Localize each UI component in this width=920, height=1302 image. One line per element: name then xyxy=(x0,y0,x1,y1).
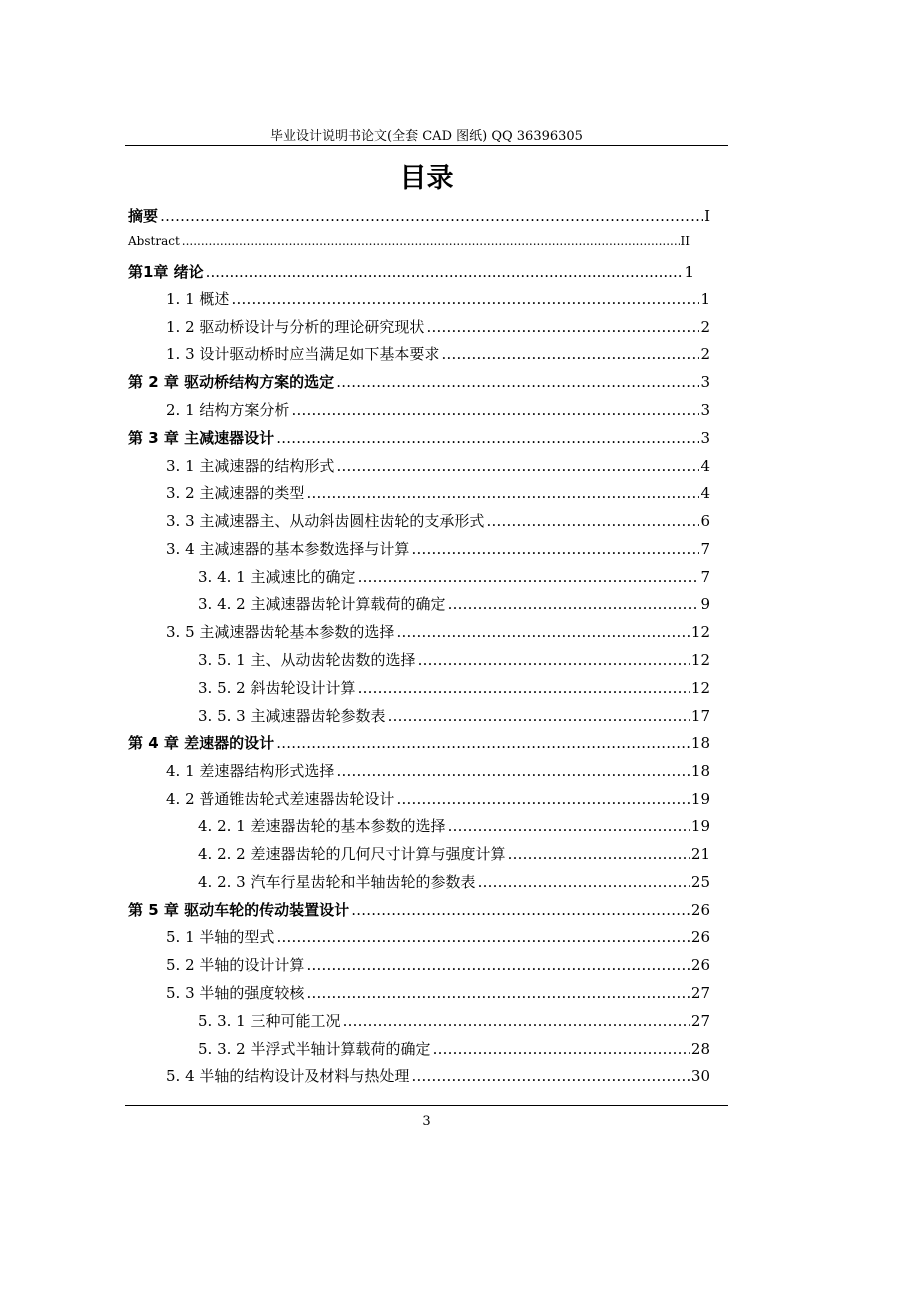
toc-entry-page: 25 xyxy=(690,873,710,891)
toc-entry[interactable] xyxy=(166,621,710,641)
toc-leader-dots xyxy=(306,956,690,974)
toc-leader-dots xyxy=(426,318,699,336)
toc-entry-label: 5. 3. 1 三种可能工况 xyxy=(198,1012,341,1030)
toc-entry-page: 28 xyxy=(690,1040,710,1058)
toc-entry-label: 1. 1 概述 xyxy=(166,290,230,308)
toc-entry-label: 3. 4. 2 主减速器齿轮计算载荷的确定 xyxy=(198,595,446,613)
toc-entry[interactable] xyxy=(198,815,710,835)
toc-leader-dots xyxy=(306,484,699,502)
toc-entry-label: 第1章 绪论 xyxy=(128,263,204,281)
toc-entry-label: 1. 3 设计驱动桥时应当满足如下基本要求 xyxy=(166,345,440,363)
toc-entry-page: II xyxy=(680,234,690,248)
toc-leader-dots xyxy=(336,762,690,780)
toc-entry-page: 26 xyxy=(690,956,710,974)
toc-entry-label: 5. 1 半轴的型式 xyxy=(166,928,275,946)
toc-entry-page: 1 xyxy=(700,290,710,308)
toc-leader-dots xyxy=(387,707,689,725)
toc-entry-page: 18 xyxy=(690,734,710,752)
toc-entry-label: 3. 5 主减速器齿轮基本参数的选择 xyxy=(166,623,395,641)
toc-entry[interactable] xyxy=(166,538,710,558)
toc-entry-page: 3 xyxy=(700,373,710,391)
toc-entry[interactable] xyxy=(198,677,710,697)
toc-entry[interactable] xyxy=(198,705,710,725)
running-header: 毕业设计说明书论文(全套 CAD 图纸) QQ 36396305 xyxy=(270,129,583,144)
toc-entry-label: 4. 2 普通锥齿轮式差速器齿轮设计 xyxy=(166,790,395,808)
toc-entry[interactable] xyxy=(198,843,710,863)
toc-leader-dots xyxy=(447,817,689,835)
toc-leader-dots xyxy=(160,207,703,225)
toc-leader-dots xyxy=(342,1012,689,1030)
toc-entry[interactable] xyxy=(166,455,710,475)
toc-leader-dots xyxy=(396,790,690,808)
toc-leader-dots xyxy=(396,623,690,641)
toc-leader-dots xyxy=(447,595,699,613)
page-number: 3 xyxy=(422,1114,431,1129)
toc-leader-dots xyxy=(351,901,690,919)
toc-entry-page: 19 xyxy=(690,790,710,808)
toc-entry-page: 3 xyxy=(700,401,710,419)
toc-entry[interactable] xyxy=(198,649,710,669)
toc-entry-label: 5. 4 半轴的结构设计及材料与热处理 xyxy=(166,1067,410,1085)
toc-entry[interactable] xyxy=(166,399,710,419)
toc-entry-page: 26 xyxy=(690,928,710,946)
toc-leader-dots xyxy=(291,401,699,419)
toc-entry-label: 4. 2. 3 汽车行星齿轮和半轴齿轮的参数表 xyxy=(198,873,476,891)
toc-entry-page: 4 xyxy=(700,484,710,502)
toc-entry[interactable] xyxy=(166,482,710,502)
toc-leader-dots xyxy=(276,928,690,946)
toc-entry-label: 3. 5. 2 斜齿轮设计计算 xyxy=(198,679,356,697)
toc-leader-dots xyxy=(411,1067,690,1085)
toc-entry[interactable] xyxy=(166,316,710,336)
toc-leader-dots xyxy=(477,873,689,891)
toc-entry-label: Abstract xyxy=(128,234,180,248)
toc-leader-dots xyxy=(276,734,690,752)
toc-entry-page: 21 xyxy=(690,845,710,863)
toc-entry-page: 4 xyxy=(700,457,710,475)
toc-entry-label: 3. 3 主减速器主、从动斜齿圆柱齿轮的支承形式 xyxy=(166,512,485,530)
toc-entry-label: 3. 5. 3 主减速器齿轮参数表 xyxy=(198,707,386,725)
footer-rule xyxy=(125,1105,728,1106)
toc-entry[interactable] xyxy=(166,954,710,974)
toc-entry-label: 3. 4 主减速器的基本参数选择与计算 xyxy=(166,540,410,558)
toc-leader-dots xyxy=(411,540,699,558)
toc-entry-label: 3. 4. 1 主减速比的确定 xyxy=(198,568,356,586)
toc-entry[interactable] xyxy=(128,205,710,225)
toc-leader-dots xyxy=(507,845,689,863)
toc-entry[interactable] xyxy=(166,788,710,808)
toc-entry-page: 27 xyxy=(690,1012,710,1030)
toc-entry[interactable] xyxy=(166,510,710,530)
toc-entry-label: 第 2 章 驱动桥结构方案的选定 xyxy=(128,373,335,391)
toc-entry-label: 第 5 章 驱动车轮的传动装置设计 xyxy=(128,901,350,919)
toc-entry[interactable] xyxy=(198,566,710,586)
toc-entry[interactable] xyxy=(198,1010,710,1030)
toc-entry[interactable] xyxy=(128,427,710,447)
toc-entry-label: 3. 2 主减速器的类型 xyxy=(166,484,305,502)
toc-entry-page: 2 xyxy=(700,318,710,336)
toc-entry-page: 12 xyxy=(690,623,710,641)
toc-entry-label: 第 4 章 差速器的设计 xyxy=(128,734,275,752)
toc-entry-page: 12 xyxy=(690,651,710,669)
toc-entry-page: I xyxy=(704,207,710,225)
toc-entry[interactable] xyxy=(128,732,710,752)
toc-entry-page: 1 xyxy=(684,263,694,281)
toc-entry-label: 5. 2 半轴的设计计算 xyxy=(166,956,305,974)
toc-entry-label: 5. 3. 2 半浮式半轴计算载荷的确定 xyxy=(198,1040,431,1058)
toc-entry-label: 3. 5. 1 主、从动齿轮齿数的选择 xyxy=(198,651,416,669)
toc-leader-dots xyxy=(357,568,699,586)
toc-entry-page: 27 xyxy=(690,984,710,1002)
toc-entry-label: 4. 1 差速器结构形式选择 xyxy=(166,762,335,780)
toc-leader-dots xyxy=(417,651,689,669)
toc-entry-page: 19 xyxy=(690,817,710,835)
toc-entry[interactable] xyxy=(166,1065,710,1085)
toc-entry[interactable] xyxy=(128,371,710,391)
toc-leader-dots xyxy=(182,234,680,248)
toc-entry-page: 18 xyxy=(690,762,710,780)
toc-entry[interactable] xyxy=(166,343,710,363)
toc-entry[interactable] xyxy=(166,982,710,1002)
toc-entry-page: 30 xyxy=(690,1067,710,1085)
toc-leader-dots xyxy=(276,429,699,447)
toc-leader-dots xyxy=(306,984,690,1002)
toc-entry[interactable] xyxy=(128,899,710,919)
toc-leader-dots xyxy=(231,290,699,308)
toc-entry[interactable] xyxy=(166,760,710,780)
toc-entry-page: 6 xyxy=(700,512,710,530)
toc-entry-label: 2. 1 结构方案分析 xyxy=(166,401,290,419)
toc-entry-label: 4. 2. 1 差速器齿轮的基本参数的选择 xyxy=(198,817,446,835)
toc-entry-page: 9 xyxy=(700,595,710,613)
toc-leader-dots xyxy=(432,1040,689,1058)
toc-title: 目录 xyxy=(399,163,454,194)
toc-entry-page: 12 xyxy=(690,679,710,697)
toc-entry[interactable] xyxy=(128,261,694,281)
toc-entry-page: 26 xyxy=(690,901,710,919)
toc-entry-label: 第 3 章 主减速器设计 xyxy=(128,429,275,447)
toc-entry-page: 7 xyxy=(700,540,710,558)
toc-entry[interactable] xyxy=(166,288,710,308)
toc-entry-label: 摘要 xyxy=(128,207,159,225)
toc-leader-dots xyxy=(206,263,684,281)
toc-entry-page: 7 xyxy=(700,568,710,586)
toc-entry[interactable] xyxy=(198,871,710,891)
toc-entry-label: 3. 1 主减速器的结构形式 xyxy=(166,457,335,475)
toc-entry-label: 1. 2 驱动桥设计与分析的理论研究现状 xyxy=(166,318,425,336)
toc-entry-label: 5. 3 半轴的强度较核 xyxy=(166,984,305,1002)
toc-leader-dots xyxy=(357,679,689,697)
toc-leader-dots xyxy=(486,512,699,530)
toc-leader-dots xyxy=(441,345,699,363)
toc-leader-dots xyxy=(336,373,699,391)
toc-entry-label: 4. 2. 2 差速器齿轮的几何尺寸计算与强度计算 xyxy=(198,845,506,863)
toc-entry[interactable] xyxy=(198,1038,710,1058)
toc-entry-page: 2 xyxy=(700,345,710,363)
toc-entry-page: 3 xyxy=(700,429,710,447)
toc-entry-page: 17 xyxy=(690,707,710,725)
toc-entry[interactable] xyxy=(128,234,690,254)
toc-leader-dots xyxy=(336,457,699,475)
toc-entry[interactable] xyxy=(198,593,710,613)
toc-entry[interactable] xyxy=(166,926,710,946)
